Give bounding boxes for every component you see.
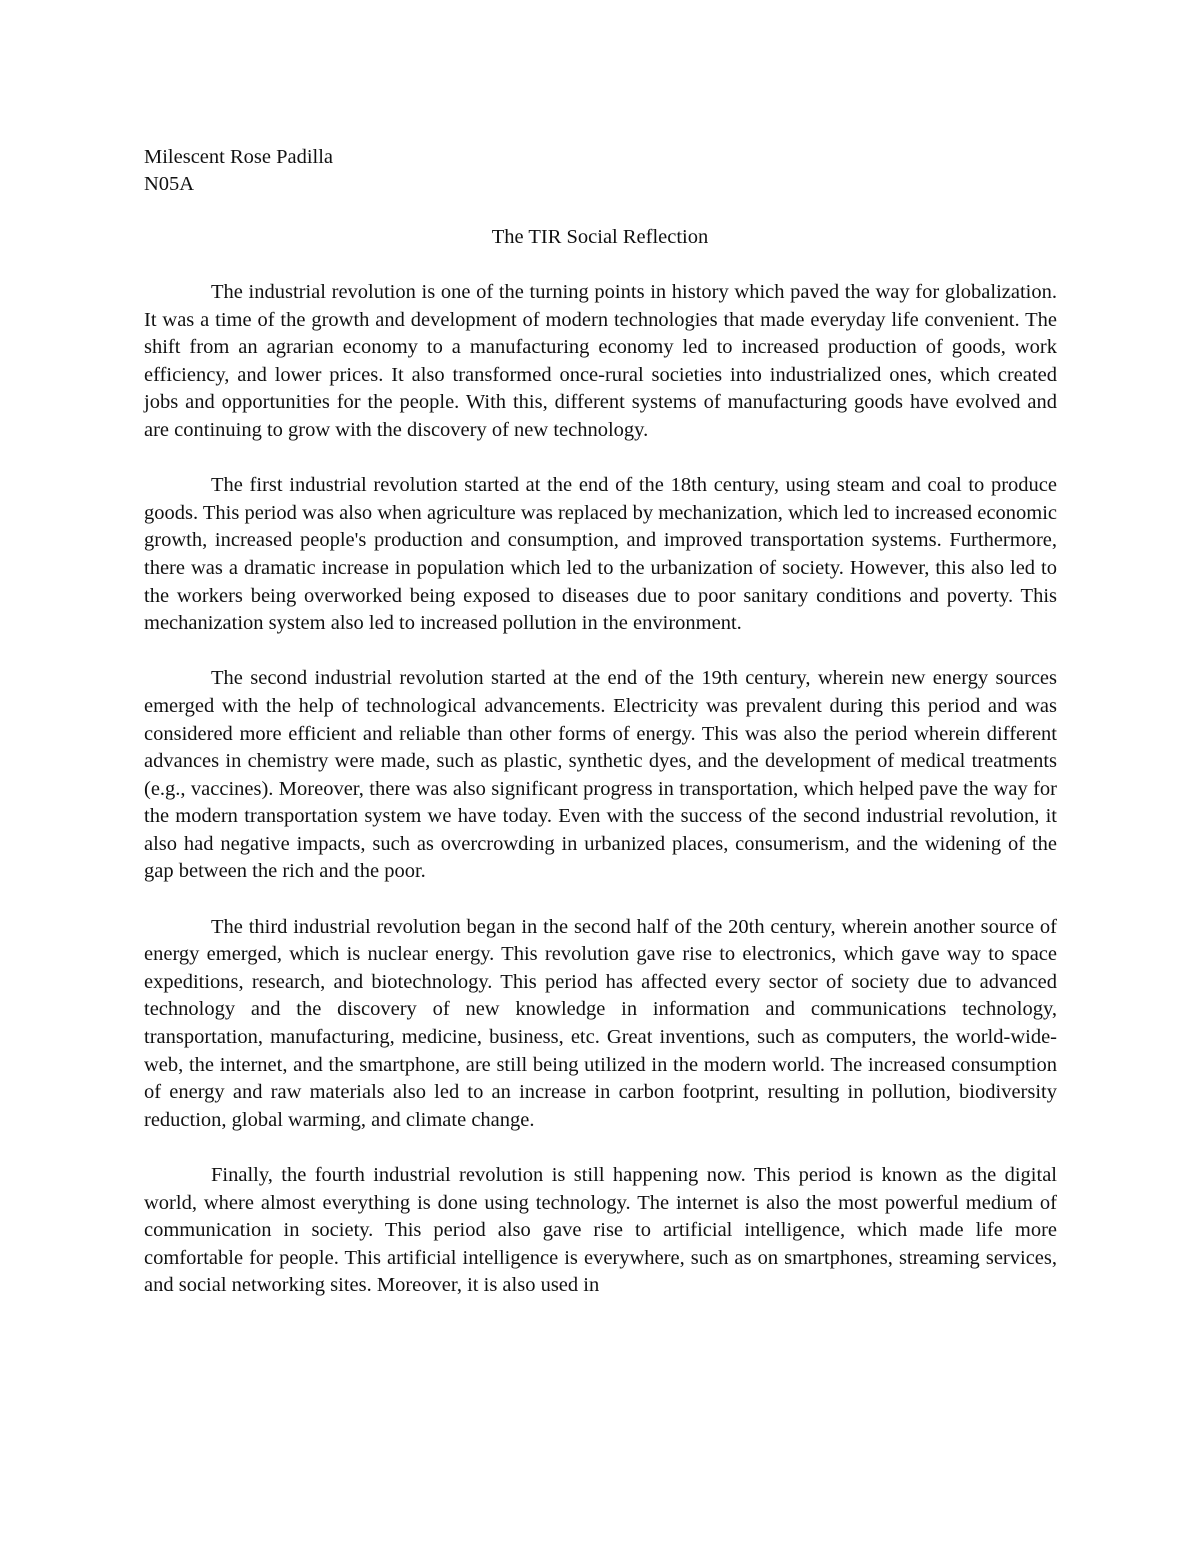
- author-name: Milescent Rose Padilla: [144, 146, 334, 168]
- paragraph-first-revolution: The first industrial revolution started at the end of the 18th century, using steam and coal to produce goods. This period was also when agriculture was replaced by mechanization, which led to increased economic growth, increased people's production and consumption, and improved transportation systems. Furthermore, there was a dramatic increase in population which led to the urbanization of society. However, this also led to the workers being overworked being exposed to diseases due to poor sanitary conditions and poverty. This mechanization system also led to increased pollution in the environment.: [144, 474, 1057, 635]
- paragraph-third-revolution: The third industrial revolution began in the second half of the 20th century, wherein another source of energy emerged, which is nuclear energy. This revolution gave rise to electronics, which gave way to space expeditions, research, and biotechnology. This period has affected every sector of society due to advanced technology and the discovery of new knowledge in information and communications technology, transportation, manufacturing, medicine, business, etc. Great inventions, such as computers, the world-wide-web, the internet, and the smartphone, are still being utilized in the modern world. The increased consumption of energy and raw materials also led to an increase in carbon footprint, resulting in pollution, biodiversity reduction, global warming, and climate change.: [144, 915, 1057, 1131]
- document-title: The TIR Social Reflection: [491, 226, 709, 248]
- paragraph-introduction: The industrial revolution is one of the turning points in history which paved the way for globalization. It was a time of the growth and development of modern technologies that made everyday life convenient. The shift from an agrarian economy to a manufacturing economy led to increased production of goods, work efficiency, and lower prices. It also transformed once-rural societies into industrialized ones, which created jobs and opportunities for the people. With this, different systems of manufacturing goods have evolved and are continuing to grow with the discovery of new technology.: [144, 281, 1057, 441]
- section-code: N05A: [144, 173, 195, 195]
- document-body: [144, 279, 1057, 1328]
- paragraph-fourth-revolution: Finally, the fourth industrial revolution is still happening now. This period is known as the digital world, where almost everything is done using technology. The internet is also the most powerful medium of communication in society. This period also gave rise to artificial intelligence, which made life more comfortable for people. This artificial intelligence is everywhere, such as on smartphones, streaming services, and social networking sites. Moreover, it is also used in: [144, 1164, 1057, 1297]
- paragraph-second-revolution: The second industrial revolution started at the end of the 19th century, wherein new energy sources emerged with the help of technological advancements. Electricity was prevalent during this period and was considered more efficient and reliable than other forms of energy. This was also the period wherein different advances in chemistry were made, such as plastic, synthetic dyes, and the development of medical treatments (e.g., vaccines). Moreover, there was also significant progress in transportation, which helped pave the way for the modern transportation system we have today. Even with the success of the second industrial revolution, it also had negative impacts, such as overcrowding in urbanized places, consumerism, and the widening of the gap between the rich and the poor.: [144, 667, 1057, 883]
